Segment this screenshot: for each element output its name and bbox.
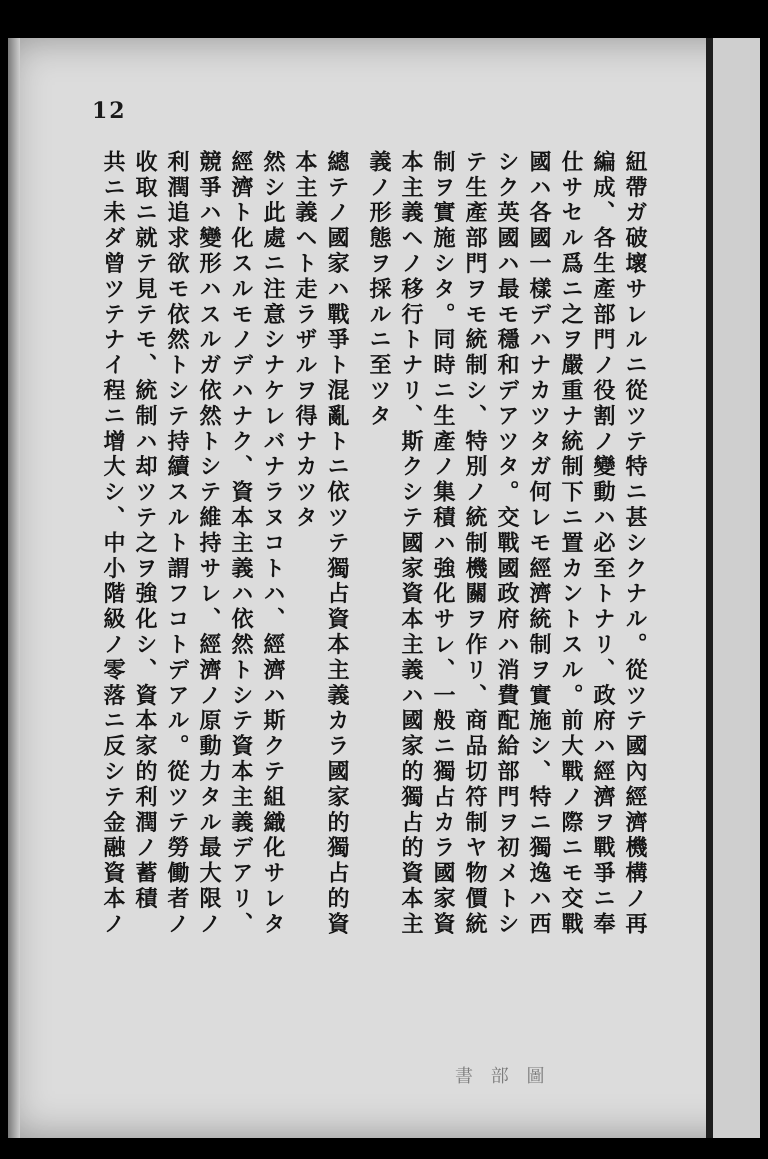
text-column-12: 然シ此處ニ注意シナケレバナラヌコトハ、經濟ハ斯クテ組織化サレタ xyxy=(260,150,286,938)
text-column-2: 編成、各生產部門ノ役割ノ變動ハ必至トナリ、政府ハ經濟ヲ戰爭ニ奉 xyxy=(590,150,616,938)
page-number: 12 xyxy=(92,98,127,124)
text-column-15: 利潤追求欲モ依然トシテ持續スルト謂フコトデアル。從ツテ勞働者ノ xyxy=(164,150,190,938)
text-column-17: 共ニ未ダ曾ツテナイ程ニ增大シ、中小階級ノ零落ニ反シテ金融資本ノ xyxy=(100,150,126,938)
text-column-6: テ生產部門ヲモ統制シ、特別ノ統制機關ヲ作リ、商品切符制ヤ物價統 xyxy=(462,150,488,938)
text-column-3: 仕サセル爲ニ之ヲ嚴重ナ統制下ニ置カントスル。前大戰ノ際ニモ交戰 xyxy=(558,150,584,938)
text-column-1: 紐帶ガ破壞サレルニ從ツテ特ニ甚シクナル。從ツテ國內經濟機構ノ再 xyxy=(622,150,648,938)
page-left-edge xyxy=(8,38,20,1138)
library-stamp: 書 部 圖 xyxy=(455,1066,551,1087)
book-spine-shadow xyxy=(706,38,713,1138)
text-column-11: 本主義ヘト走ラザルヲ得ナカツタ xyxy=(292,150,318,531)
text-column-8: 本主義ヘノ移行トナリ、斯クシテ國家資本主義ハ國家的獨占的資本主 xyxy=(398,150,424,938)
text-column-16: 收取ニ就テ見テモ、統制ハ却ツテ之ヲ強化シ、資本家的利潤ノ蓄積 xyxy=(132,150,158,912)
text-column-5: シク英國ハ最モ穩和デアツタ。交戰國政府ハ消費配給部門ヲ初メトシ xyxy=(494,150,520,938)
text-column-9: 義ノ形態ヲ採ルニ至ツタ xyxy=(366,150,392,430)
text-column-14: 競爭ハ變形ハスルガ依然トシテ維持サレ、經濟ノ原動力タル最大限ノ xyxy=(196,150,222,938)
text-column-10: 總テノ國家ハ戰爭ト混亂トニ依ツテ獨占資本主義カラ國家的獨占的資 xyxy=(324,150,350,938)
facing-page-edge xyxy=(713,38,760,1138)
text-column-4: 國ハ各國一樣デハナカツタガ何レモ經濟統制ヲ實施シ、特ニ獨逸ハ西 xyxy=(526,150,552,938)
text-column-7: 制ヲ實施シタ。同時ニ生產ノ集積ハ強化サレ、一般ニ獨占カラ國家資 xyxy=(430,150,456,938)
text-column-13: 經濟ト化スルモノデハナク、資本主義ハ依然トシテ資本主義デアリ、 xyxy=(228,150,254,938)
